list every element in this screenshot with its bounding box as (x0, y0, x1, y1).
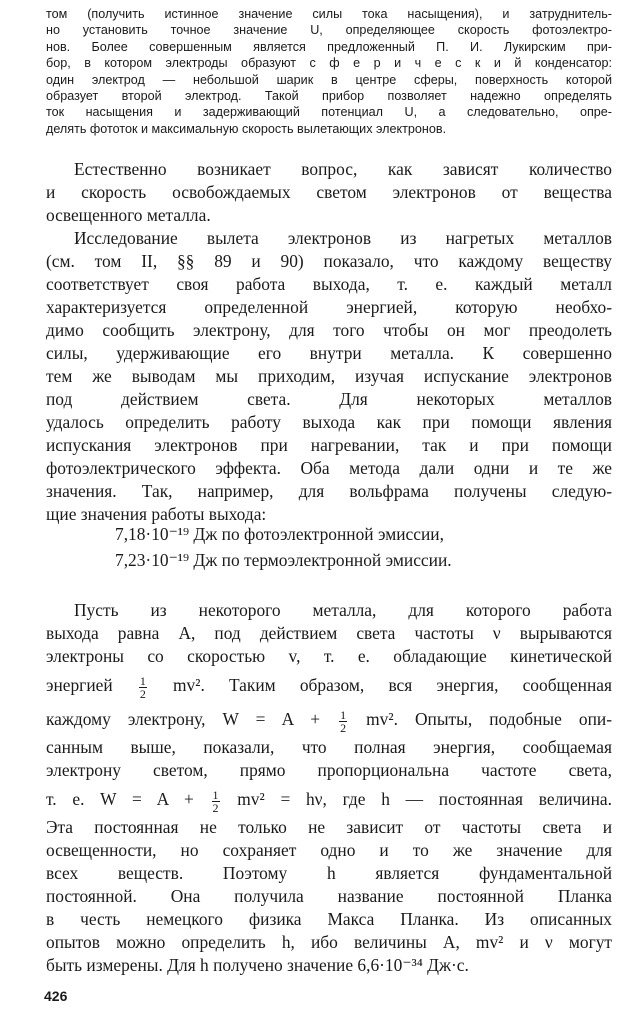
text-line: один электрод — небольшой шарик в центре сферы, поверхность которой (46, 72, 612, 87)
text-line: бор, в котором электроды образуют с ф е р и ч е с к и й конденсатор: (46, 56, 612, 71)
text-line: в честь немецкого физика Макса Планка. Из описанных (46, 909, 612, 929)
fraction-one-half (339, 709, 347, 734)
text-line: соответствует своя работа выхода, т. е. каждый металл (46, 274, 612, 294)
text-line: и скорость освобождаемых светом электронов от вещества (46, 182, 612, 202)
text-line: электроны со скоростью v, т. е. обладающие кинетической (46, 646, 612, 666)
fraction-numerator: 1 (212, 787, 219, 802)
text-line: удалось определить работу выхода как при помощи явления (46, 412, 612, 432)
paragraph-planck (46, 599, 612, 977)
text-line: освещенного металла. (46, 205, 211, 225)
fraction-denominator: 2 (212, 800, 219, 815)
text-line: санным выше, показали, что полная энергия, сообщаемая (46, 737, 612, 757)
paragraph-question (46, 158, 612, 227)
text-line: (см. том II, §§ 89 и 90) показало, что каждому веществу (46, 251, 612, 271)
text-line: постоянной. Она получила название постоянной Планка (46, 886, 612, 906)
text-line: силы, удерживающие его внутри металла. К совершенно (46, 343, 612, 363)
text-fragment: mv². Таким образом, вся энергия, сообщенная (173, 675, 612, 695)
text-line-with-fraction (46, 782, 612, 816)
text-line-with-fraction (46, 702, 612, 736)
fraction-numerator: 1 (340, 707, 347, 722)
fraction-numerator: 1 (139, 673, 146, 688)
text-fragment: mv² = hν, где h — постоянная величина. (237, 789, 612, 809)
text-line: но установить точное значение U, определяющее скорость фотоэлектро- (46, 23, 612, 38)
small-print-block (46, 6, 612, 137)
text-line: характеризуется определенной энергией, которую необхо- (46, 297, 612, 317)
text-line: Естественно возникает вопрос, как зависят количество (74, 159, 612, 179)
fraction-one-half (139, 675, 147, 700)
fraction-denominator: 2 (340, 720, 347, 735)
text-line: димо сообщить электрону, для того чтобы он мог преодолеть (46, 320, 612, 340)
text-line: фотоэлектрического эффекта. Оба метода дали одни и те же (46, 458, 612, 478)
text-line: Пусть из некоторого металла, для которого работа (74, 600, 612, 620)
text-fragment: т. е. W = A + (46, 789, 194, 809)
paragraph-work-function (46, 227, 612, 526)
text-line-with-fraction (46, 668, 612, 702)
text-line: образует второй электрод. Такой прибор позволяет надежно определять (46, 89, 612, 104)
text-line: значения. Так, например, для вольфрама получены следую- (46, 481, 612, 501)
text-line: делять фототок и максимальную скорость вылетающих электронов. (46, 121, 447, 136)
text-line: быть измерены. Для h получено значение 6,6·10⁻³⁴ Дж·с. (46, 955, 469, 975)
text-line: испускания электронов при нагревании, так и при помощи (46, 435, 612, 455)
text-line: нов. Более совершенным является предложенный П. И. Лукирским при- (46, 39, 612, 54)
text-line: щие значения работы выхода: (46, 504, 267, 524)
text-line: освещенности, но сохраняет одно и то же значение для (46, 840, 612, 860)
text-line: Эта постоянная не только не зависит от частоты света и (46, 817, 612, 837)
text-line: выхода равна A, под действием света частоты ν вырываются (46, 623, 612, 643)
text-line: под действием света. Для некоторых металлов (46, 389, 612, 409)
text-line: Исследование вылета электронов из нагретых металлов (74, 228, 612, 248)
formula-line: 7,18·10⁻¹⁹ Дж по фотоэлектронной эмиссии, (115, 524, 444, 544)
text-fragment: энергией (46, 675, 113, 695)
text-fragment: mv². Опыты, подобные опи- (366, 709, 612, 729)
fraction-one-half (212, 789, 220, 814)
text-line: том (получить истинное значение силы тока насыщения), и затруднитель- (46, 7, 612, 21)
work-function-values (115, 521, 575, 573)
text-line: ток насыщения и задерживающий потенциал U, а следовательно, опре- (46, 105, 612, 120)
page-number: 426 (44, 988, 68, 1004)
text-line: всех веществ. Поэтому h является фундаментальной (46, 863, 612, 883)
text-fragment: каждому электрону, W = A + (46, 709, 321, 729)
text-line: электрону светом, прямо пропорциональна частоте света, (46, 760, 612, 780)
text-line: тем же выводам мы приходим, изучая испускание электронов (46, 366, 612, 386)
fraction-denominator: 2 (139, 686, 146, 701)
formula-line: 7,23·10⁻¹⁹ Дж по термоэлектронной эмиссии. (115, 550, 452, 570)
text-line: опытов можно определить h, ибо величины A, mv² и ν могут (46, 932, 612, 952)
